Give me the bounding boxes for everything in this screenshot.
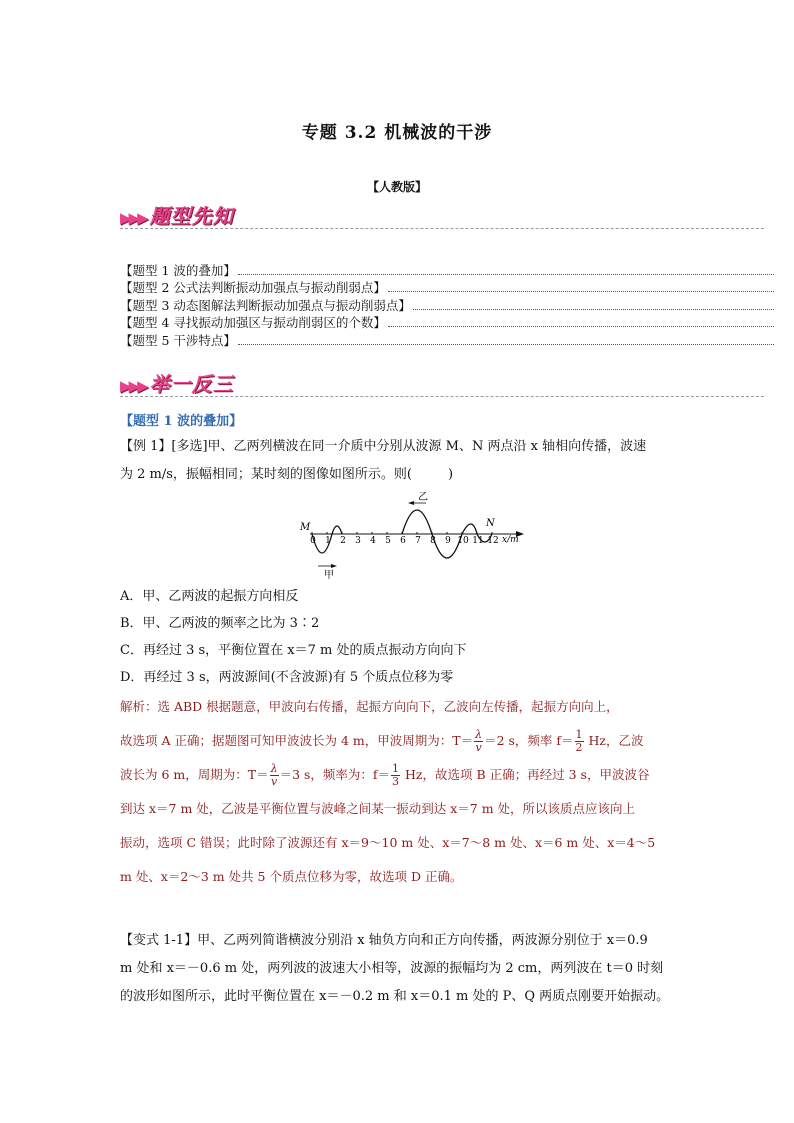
variant-line: m 处和 x＝－0.6 m 处，两列波的波速大小相等，波源的振幅均为 2 cm，两列波在 t＝0 时刻 bbox=[120, 961, 664, 976]
toc-item[interactable]: 【题型 1 波的叠加】 bbox=[120, 261, 774, 279]
tick-label: 11 bbox=[472, 536, 484, 546]
fraction: $\frac{1}{2}$ bbox=[575, 728, 583, 754]
tick-label: 6 bbox=[400, 536, 406, 546]
tick-label: 4 bbox=[370, 536, 376, 546]
toc-item[interactable]: 【题型 5 干涉特点】 bbox=[120, 331, 774, 349]
solution-line: m 处、x＝2～3 m 处共 5 个质点位移为零，故选项 D 正确。 bbox=[120, 869, 463, 884]
example-line: 为 2 m/s，振幅相同；某时刻的图像如图所示。则( ) bbox=[120, 467, 454, 482]
solution-line: 振动，选项 C 错误；此时除了波源还有 x＝9～10 m 处、x＝7～8 m 处、x＝6 m 处、x＝4～5 bbox=[120, 835, 656, 850]
toc-item[interactable]: 【题型 3 动态图解法判断振动加强点与振动削弱点】 bbox=[120, 296, 774, 314]
fraction: $\frac{\lambda}{v}$ bbox=[475, 728, 483, 754]
tick-label: 0 bbox=[310, 536, 316, 546]
solution-line: 故选项 A 正确；据题图可知甲波波长为 4 m，甲波周期为：T＝ $\frac{\lambda}{v}$ ＝2 s，频率 f＝ $\frac{1}{2}$ Hz，乙波 bbox=[120, 728, 644, 754]
example-question bbox=[120, 433, 680, 489]
label-jia: 甲 bbox=[324, 570, 334, 580]
tick-label: 10 bbox=[457, 536, 469, 546]
divider bbox=[120, 396, 764, 397]
section-heading: 【题型 1 波的叠加】 bbox=[120, 414, 243, 429]
variant-question bbox=[120, 927, 680, 1011]
tick-label: 5 bbox=[385, 536, 391, 546]
option-b[interactable]: B．甲、乙两波的频率之比为 3∶2 bbox=[120, 616, 320, 631]
label-M: M bbox=[300, 522, 311, 533]
table-of-contents bbox=[120, 261, 774, 349]
option-c[interactable]: C．再经过 3 s，平衡位置在 x＝7 m 处的质点振动方向向下 bbox=[120, 643, 467, 658]
tick-label: 3 bbox=[355, 536, 361, 546]
toc-item[interactable]: 【题型 4 寻找振动加强区与振动削弱区的个数】 bbox=[120, 314, 774, 332]
divider bbox=[120, 228, 764, 229]
tick-label: 9 bbox=[445, 536, 451, 546]
edition-label: 【人教版】 bbox=[366, 180, 427, 194]
tick-label: 2 bbox=[340, 536, 346, 546]
triple-arrow-icon: ▶▶▶ bbox=[120, 377, 146, 395]
wave-figure bbox=[296, 490, 536, 580]
triple-arrow-icon: ▶▶▶ bbox=[120, 209, 146, 227]
option-d[interactable]: D．再经过 3 s，两波源间(不含波源)有 5 个质点位移为零 bbox=[120, 670, 454, 685]
variant-line: 【变式 1-1】甲、乙两列简谐横波分别沿 x 轴负方向和正方向传播，两波源分别位于 x＝0.9 bbox=[120, 933, 648, 948]
tick-label: 12 bbox=[487, 536, 499, 546]
fraction: $\frac{\lambda}{v}$ bbox=[270, 762, 278, 788]
banner-practice bbox=[120, 368, 234, 397]
solution-line: 波长为 6 m，周期为：T＝ $\frac{\lambda}{v}$ ＝3 s，频率为：f＝ $\frac{1}{3}$ Hz，故选项 B 正确；再经过 3 s，甲波波谷 bbox=[120, 762, 650, 788]
option-a[interactable]: A．甲、乙两波的起振方向相反 bbox=[120, 589, 299, 604]
solution-line: 到达 x＝7 m 处，乙波是平衡位置与波峰之间某一振动到达 x＝7 m 处，所以该质点应该向上 bbox=[120, 801, 636, 816]
solution bbox=[120, 690, 680, 894]
tick-label: 1 bbox=[325, 536, 331, 546]
variant-line: 的波形如图所示，此时平衡位置在 x＝－0.2 m 和 x＝0.1 m 处的 P、Q 两质点刚要开始振动。 bbox=[120, 989, 670, 1004]
solution-line: 解析：选 ABD 根据题意，甲波向右传播，起振方向向下，乙波向左传播，起振方向向上， bbox=[120, 699, 619, 714]
tick-label: 7 bbox=[415, 536, 421, 546]
toc-item[interactable]: 【题型 2 公式法判断振动加强点与振动削弱点】 bbox=[120, 279, 774, 297]
page-title: 专题 3.2 机械波的干涉 bbox=[301, 123, 493, 143]
example-line: 【例 1】[多选]甲、乙两列横波在同一介质中分别从波源 M、N 两点沿 x 轴相向传播，波速 bbox=[120, 439, 647, 454]
banner-practice-text: 举一反三 bbox=[149, 372, 234, 396]
label-N: N bbox=[486, 518, 495, 529]
banner-topics bbox=[120, 200, 234, 229]
fraction: $\frac{1}{3}$ bbox=[392, 762, 400, 788]
label-yi: 乙 bbox=[418, 492, 428, 503]
axis-unit: x/m bbox=[502, 535, 519, 545]
tick-label: 8 bbox=[430, 536, 436, 546]
banner-topics-text: 题型先知 bbox=[149, 204, 234, 228]
